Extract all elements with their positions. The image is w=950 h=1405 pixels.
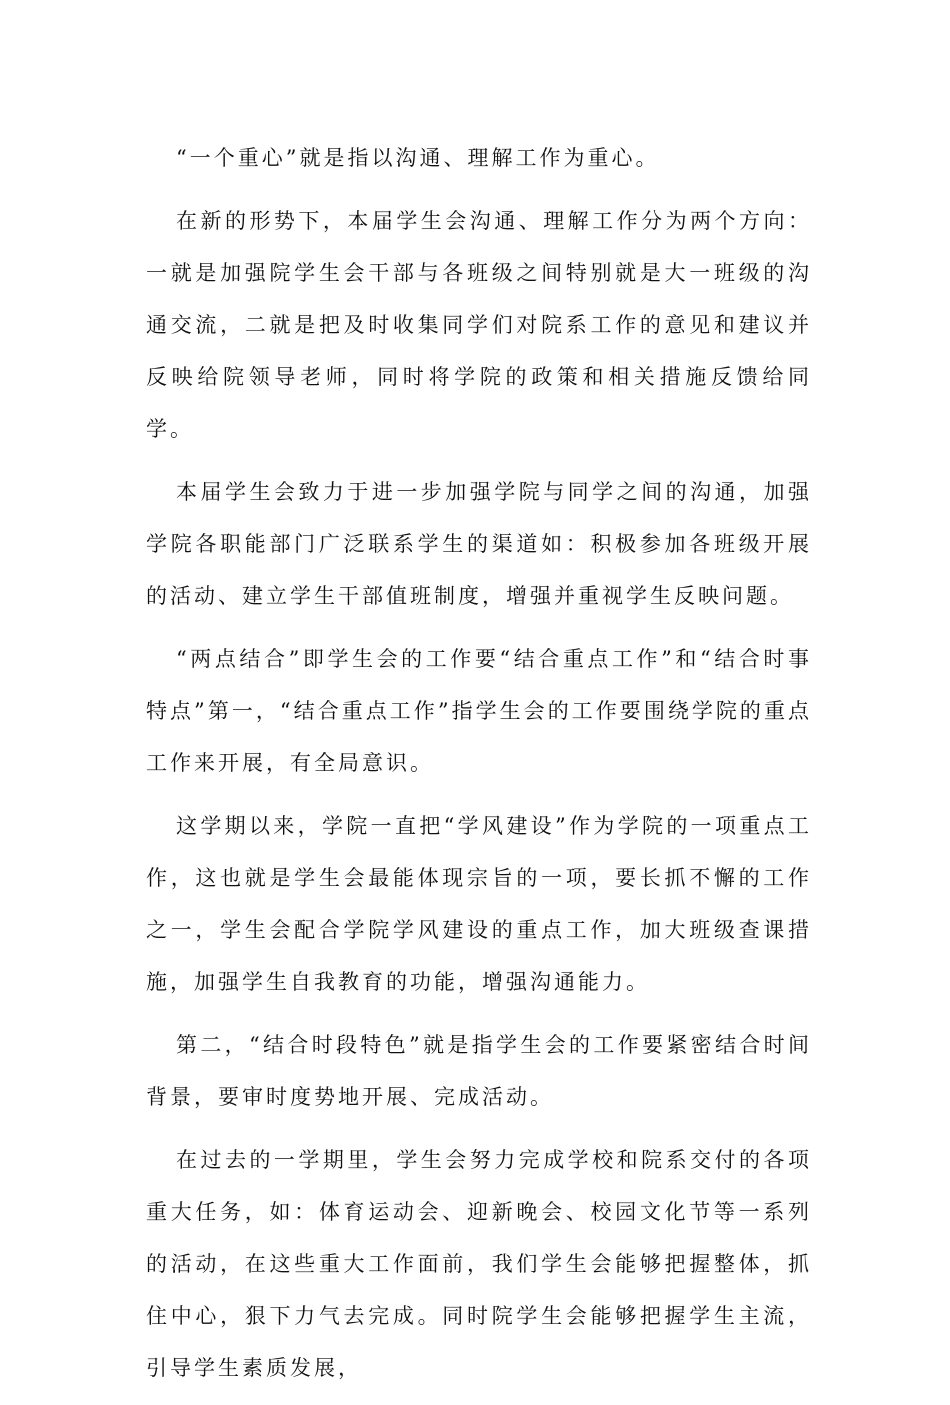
- document-body: [146, 132, 812, 1405]
- paragraph-strengthen-communication: 本届学生会致力于进一步加强学院与同学之间的沟通，加强学院各职能部门广泛联系学生的渠道如：积极参加各班级开展的活动、建立学生干部值班制度，增强并重视学生反映问题。: [146, 480, 812, 608]
- paragraph-communication-directions: 在新的形势下，本届学生会沟通、理解工作分为两个方向：一就是加强院学生会干部与各班级之间特别就是大一班级的沟通交流，二就是把及时收集同学们对院系工作的意见和建议并反映给院领导老师，同时将学院的政策和相关措施反馈给同学。: [146, 209, 812, 441]
- paragraph-time-features: 第二，“结合时段特色”就是指学生会的工作要紧密结合时间背景，要审时度势地开展、完成活动。: [146, 1033, 812, 1109]
- paragraph-two-combinations: “两点结合”即学生会的工作要“结合重点工作”和“结合时事特点”第一，“结合重点工作”指学生会的工作要围绕学院的重点工作来开展，有全局意识。: [146, 647, 812, 775]
- paragraph-one-focus: “一个重心”就是指以沟通、理解工作为重心。: [176, 146, 660, 170]
- paragraph-study-style: 这学期以来，学院一直把“学风建设”作为学院的一项重点工作，这也就是学生会最能体现宗旨的一项，要长抓不懈的工作之一，学生会配合学院学风建设的重点工作，加大班级查课措施，加强学生自我教育的功能，增强沟通能力。: [146, 814, 812, 994]
- paragraph-past-semester: 在过去的一学期里，学生会努力完成学校和院系交付的各项重大任务，如：体育运动会、迎新晚会、校园文化节等一系列的活动，在这些重大工作面前，我们学生会能够把握整体，抓住中心，狠下力气去完成。同时院学生会能够把握学生主流，引导学生素质发展，: [146, 1148, 812, 1380]
